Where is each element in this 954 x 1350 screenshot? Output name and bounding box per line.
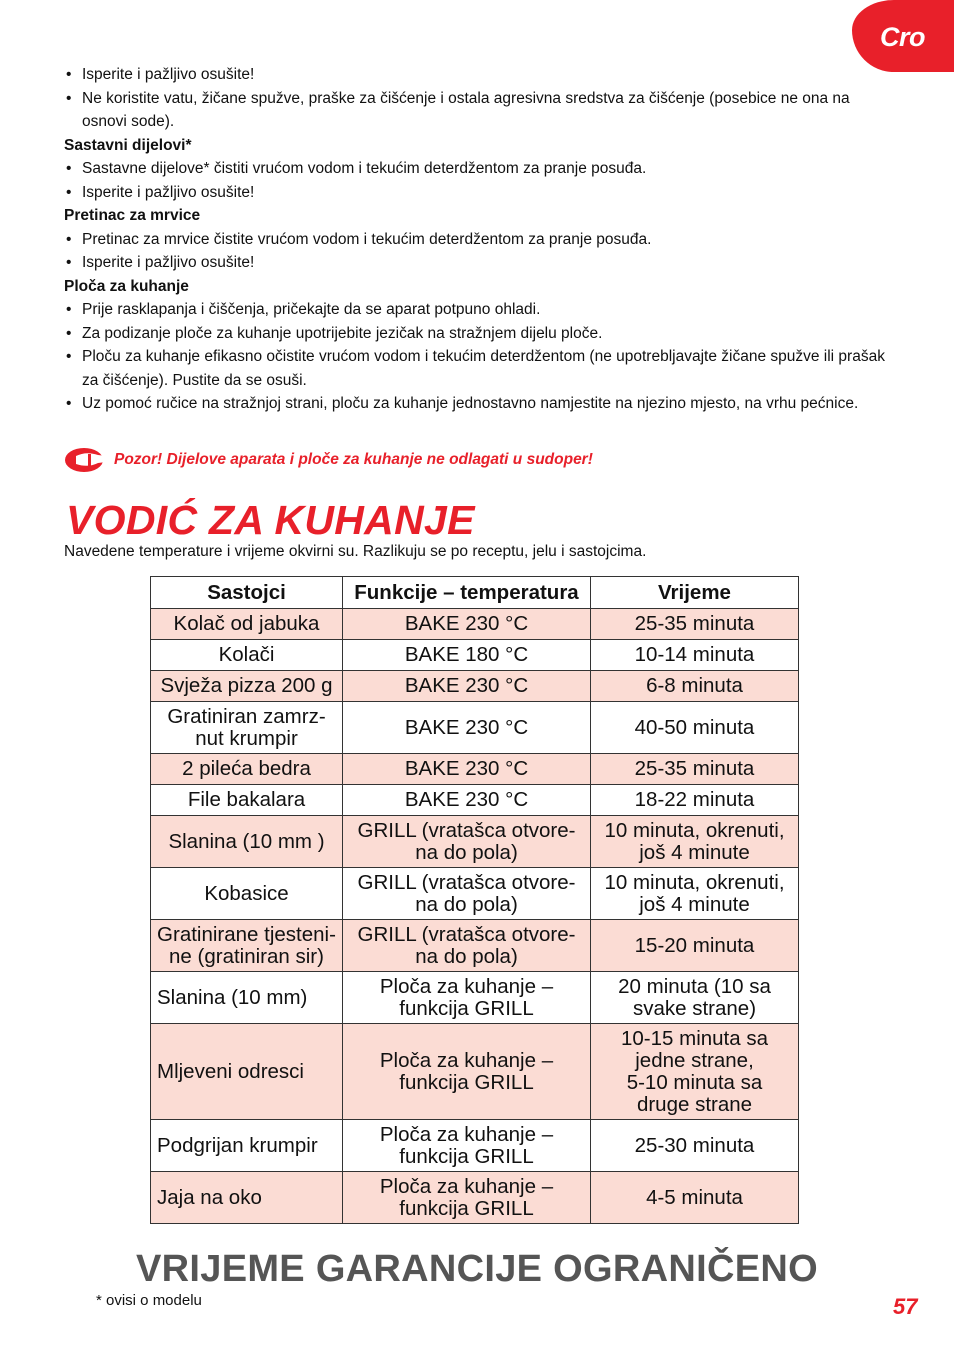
warranty-title: VRIJEME GARANCIJE OGRANIČENO [136, 1248, 818, 1290]
cooking-guide-intro: Navedene temperature i vrijeme okvirni su. Razlikuju se po receptu, jelu i sastojcima. [64, 543, 647, 560]
table-row [151, 754, 799, 785]
section-heading: Sastavni dijelovi* [64, 136, 192, 154]
section-heading: Pretinac za mrvice [64, 207, 201, 224]
language-tab [852, 0, 954, 72]
cell-time: 18-22 minuta [591, 785, 799, 816]
cell-ingredient: Podgrijan krumpir [151, 1120, 343, 1172]
table-row [151, 640, 799, 671]
cell-function: BAKE 230 °C [343, 671, 591, 702]
cell-ingredient: Gratinirane tjesteni- ne (gratiniran sir) [151, 920, 343, 972]
language-label: Cro [880, 22, 925, 52]
bullet-item: • Isperite i pažljivo osušite! [64, 63, 890, 87]
cell-function: Ploča za kuhanje – funkcija GRILL [343, 1024, 591, 1120]
cell-time: 6-8 minuta [591, 671, 799, 702]
cell-time: 10 minuta, okrenuti, još 4 minute [591, 868, 799, 920]
cell-time: 4-5 minuta [591, 1172, 799, 1224]
cell-function: Ploča za kuhanje – funkcija GRILL [343, 1172, 591, 1224]
cell-ingredient: Jaja na oko [151, 1172, 343, 1224]
bullet-item: • Uz pomoć ručice na stražnjoj strani, ploču za kuhanje jednostavno namjestite na njezino mjesto, na vrhu pećnice. [64, 392, 890, 416]
cell-time: 10-14 minuta [591, 640, 799, 671]
warning-note [64, 447, 593, 473]
bullet-item: • Pretinac za mrvice čistite vrućom vodom i tekućim deterdžentom za pranje posuđa. [64, 228, 890, 252]
bullet-item: • Ne koristite vatu, žičane spužve, praške za čišćenje i ostala agresivna sredstva za čišćenje (posebice ne ona na osnovi sode). [64, 87, 890, 134]
cell-ingredient: Slanina (10 mm) [151, 972, 343, 1024]
bullet-item: • Ploču za kuhanje efikasno očistite vrućom vodom i tekućim deterdžentom (ne upotrebljavajte žičane spužve ili prašak za čišćenje). Pustite da se osuši. [64, 345, 890, 392]
warning-hand-icon [64, 447, 110, 473]
cell-time: 10 minuta, okrenuti, još 4 minute [591, 816, 799, 868]
table-row [151, 1024, 799, 1120]
table-row [151, 671, 799, 702]
cell-function: BAKE 230 °C [343, 609, 591, 640]
page-number: 57 [893, 1294, 918, 1319]
cell-time: 10-15 minuta sa jedne strane, 5-10 minuta sa druge strane [591, 1024, 799, 1120]
cell-ingredient: Gratiniran zamrz- nut krumpir [151, 702, 343, 754]
cell-function: BAKE 230 °C [343, 702, 591, 754]
cell-time: 40-50 minuta [591, 702, 799, 754]
bullet-item: • Prije rasklapanja i čiščenja, pričekajte da se aparat potpuno ohladi. [64, 298, 890, 322]
cell-function: BAKE 180 °C [343, 640, 591, 671]
cell-ingredient: Kolač od jabuka [151, 609, 343, 640]
bullet-item: • Isperite i pažljivo osušite! [64, 181, 890, 205]
table-row [151, 785, 799, 816]
cooking-guide-title: VODIĆ ZA KUHANJE [66, 497, 475, 543]
header-function-temperature: Funkcije – temperatura [343, 577, 591, 609]
table-row [151, 702, 799, 754]
table-row [151, 1120, 799, 1172]
table-row [151, 868, 799, 920]
cell-function: BAKE 230 °C [343, 785, 591, 816]
cell-function: GRILL (vratašca otvore- na do pola) [343, 868, 591, 920]
cell-time: 15-20 minuta [591, 920, 799, 972]
cell-function: Ploča za kuhanje – funkcija GRILL [343, 972, 591, 1024]
cell-ingredient: Kobasice [151, 868, 343, 920]
cooking-guide-table [150, 576, 799, 1224]
cell-ingredient: Slanina (10 mm ) [151, 816, 343, 868]
footnote: * ovisi o modelu [96, 1292, 202, 1309]
cell-time: 25-35 minuta [591, 609, 799, 640]
cell-ingredient: Kolači [151, 640, 343, 671]
header-ingredients: Sastojci [151, 577, 343, 609]
header-time: Vrijeme [591, 577, 799, 609]
cell-function: GRILL (vratašca otvore- na do pola) [343, 816, 591, 868]
cell-function: Ploča za kuhanje – funkcija GRILL [343, 1120, 591, 1172]
cleaning-instructions [64, 63, 890, 416]
table-row [151, 816, 799, 868]
cell-ingredient: File bakalara [151, 785, 343, 816]
cell-function: GRILL (vratašca otvore- na do pola) [343, 920, 591, 972]
table-row [151, 1172, 799, 1224]
table-header-row [151, 577, 799, 609]
section-heading: Ploča za kuhanje [64, 277, 189, 295]
bullet-item: • Isperite i pažljivo osušite! [64, 251, 890, 275]
bullet-item: • Za podizanje ploče za kuhanje upotrijebite jezičak na stražnjem dijelu ploče. [64, 322, 890, 346]
cell-function: BAKE 230 °C [343, 754, 591, 785]
table-row [151, 920, 799, 972]
cell-time: 25-30 minuta [591, 1120, 799, 1172]
bullet-item: • Sastavne dijelove* čistiti vrućom vodom i tekućim deterdžentom za pranje posuđa. [64, 157, 890, 181]
table-row [151, 972, 799, 1024]
cell-ingredient: Svježa pizza 200 g [151, 671, 343, 702]
table-row [151, 609, 799, 640]
warning-text: Pozor! Dijelove aparata i ploče za kuhanje ne odlagati u sudoper! [114, 451, 593, 468]
cell-time: 20 minuta (10 sa svake strane) [591, 972, 799, 1024]
cell-ingredient: 2 pileća bedra [151, 754, 343, 785]
cell-time: 25-35 minuta [591, 754, 799, 785]
cell-ingredient: Mljeveni odresci [151, 1024, 343, 1120]
